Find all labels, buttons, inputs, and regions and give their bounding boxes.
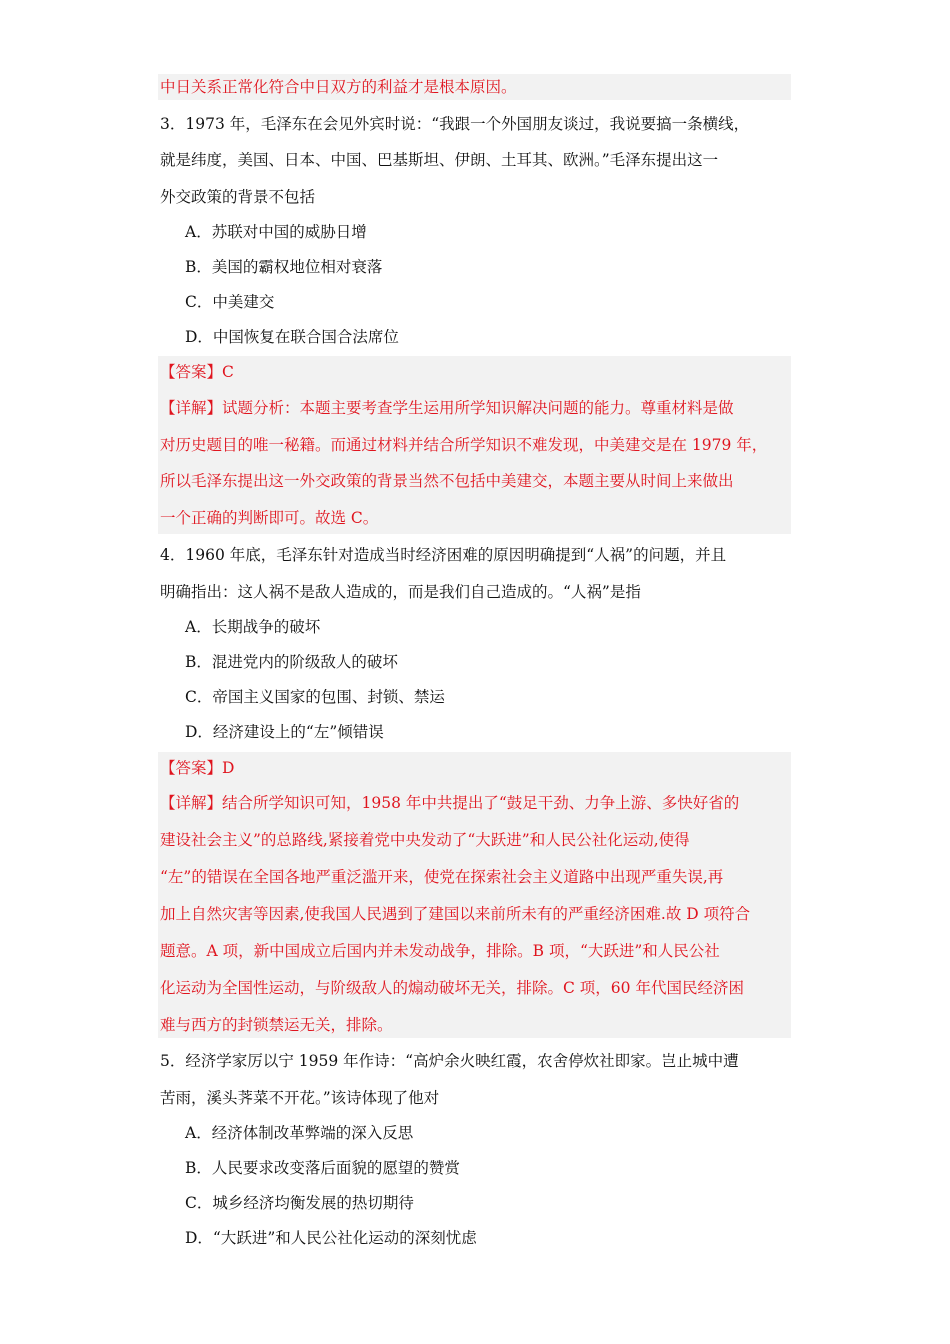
- q3-answer: 【答案】C: [160, 363, 234, 381]
- q5-stem-line-2: 苦雨，溪头荠菜不开花。”该诗体现了他对: [160, 1089, 440, 1107]
- q5-stem-line-1: 5．经济学家厉以宁 1959 年作诗：“高炉余火映红霞，农舍停炊社即家。岂止城中遭: [160, 1052, 739, 1070]
- q3-option-d: D．中国恢复在联合国合法席位: [185, 328, 399, 346]
- q4-stem-line-1: 4．1960 年底，毛泽东针对造成当时经济困难的原因明确提到“人祸”的问题，并且: [160, 546, 727, 564]
- q3-option-a: A．苏联对中国的威胁日增: [185, 223, 367, 241]
- q4-explain-line-7: 难与西方的封锁禁运无关，排除。: [160, 1016, 393, 1034]
- q4-option-b: B．混进党内的阶级敌人的破坏: [185, 653, 398, 671]
- q3-explain-line-3: 所以毛泽东提出这一外交政策的背景当然不包括中美建交，本题主要从时间上来做出: [160, 472, 734, 490]
- q5-option-d: D．“大跃进”和人民公社化运动的深刻忧虑: [185, 1229, 477, 1247]
- q4-stem-line-2: 明确指出：这人祸不是敌人造成的，而是我们自己造成的。“人祸”是指: [160, 583, 641, 601]
- q4-explain-line-5: 题意。A 项，新中国成立后国内并未发动战争，排除。B 项，“大跃进”和人民公社: [160, 942, 720, 960]
- q4-option-a: A．长期战争的破坏: [185, 618, 321, 636]
- q5-option-c: C．城乡经济均衡发展的热切期待: [185, 1194, 414, 1212]
- q4-explain-line-3: “左”的错误在全国各地严重泛滥开来，使党在探索社会主义道路中出现严重失误,再: [160, 868, 724, 886]
- q3-option-c: C．中美建交: [185, 293, 275, 311]
- q3-explain-line-1: 【详解】试题分析：本题主要考查学生运用所学知识解决问题的能力。尊重材料是做: [160, 399, 734, 417]
- q3-explain-line-4: 一个正确的判断即可。故选 C。: [160, 509, 379, 527]
- q3-stem-line-1: 3．1973 年，毛泽东在会见外宾时说：“我跟一个外国朋友谈过，我说要搞一条横线，: [160, 115, 750, 133]
- q3-stem-line-2: 就是纬度，美国、日本、中国、巴基斯坦、伊朗、土耳其、欧洲。”毛泽东提出这一: [160, 151, 719, 169]
- q4-answer: 【答案】D: [160, 759, 235, 777]
- q4-option-c: C．帝国主义国家的包围、封锁、禁运: [185, 688, 445, 706]
- q3-explain-line-2: 对历史题目的唯一秘籍。而通过材料并结合所学知识不难发现，中美建交是在 1979 年，: [160, 436, 768, 454]
- q4-explain-line-2: 建设社会主义”的总路线,紧接着党中央发动了“大跃进”和人民公社化运动,使得: [160, 831, 690, 849]
- q5-option-a: A．经济体制改革弊端的深入反思: [185, 1124, 414, 1142]
- q4-option-d: D．经济建设上的“左”倾错误: [185, 723, 384, 741]
- q4-explain-line-4: 加上自然灾害等因素,使我国人民遇到了建国以来前所未有的严重经济困难.故 D 项符合: [160, 905, 751, 923]
- q5-option-b: B．人民要求改变落后面貌的愿望的赞赏: [185, 1159, 460, 1177]
- q3-option-b: B．美国的霸权地位相对衰落: [185, 258, 383, 276]
- q4-explain-line-6: 化运动为全国性运动，与阶级敌人的煽动破坏无关，排除。C 项，60 年代国民经济困: [160, 979, 744, 997]
- intro-explain-tail: 中日关系正常化符合中日双方的利益才是根本原因。: [160, 78, 517, 96]
- q4-explain-line-1: 【详解】结合所学知识可知，1958 年中共提出了“鼓足干劲、力争上游、多快好省的: [160, 794, 740, 812]
- q3-stem-line-3: 外交政策的背景不包括: [160, 188, 316, 206]
